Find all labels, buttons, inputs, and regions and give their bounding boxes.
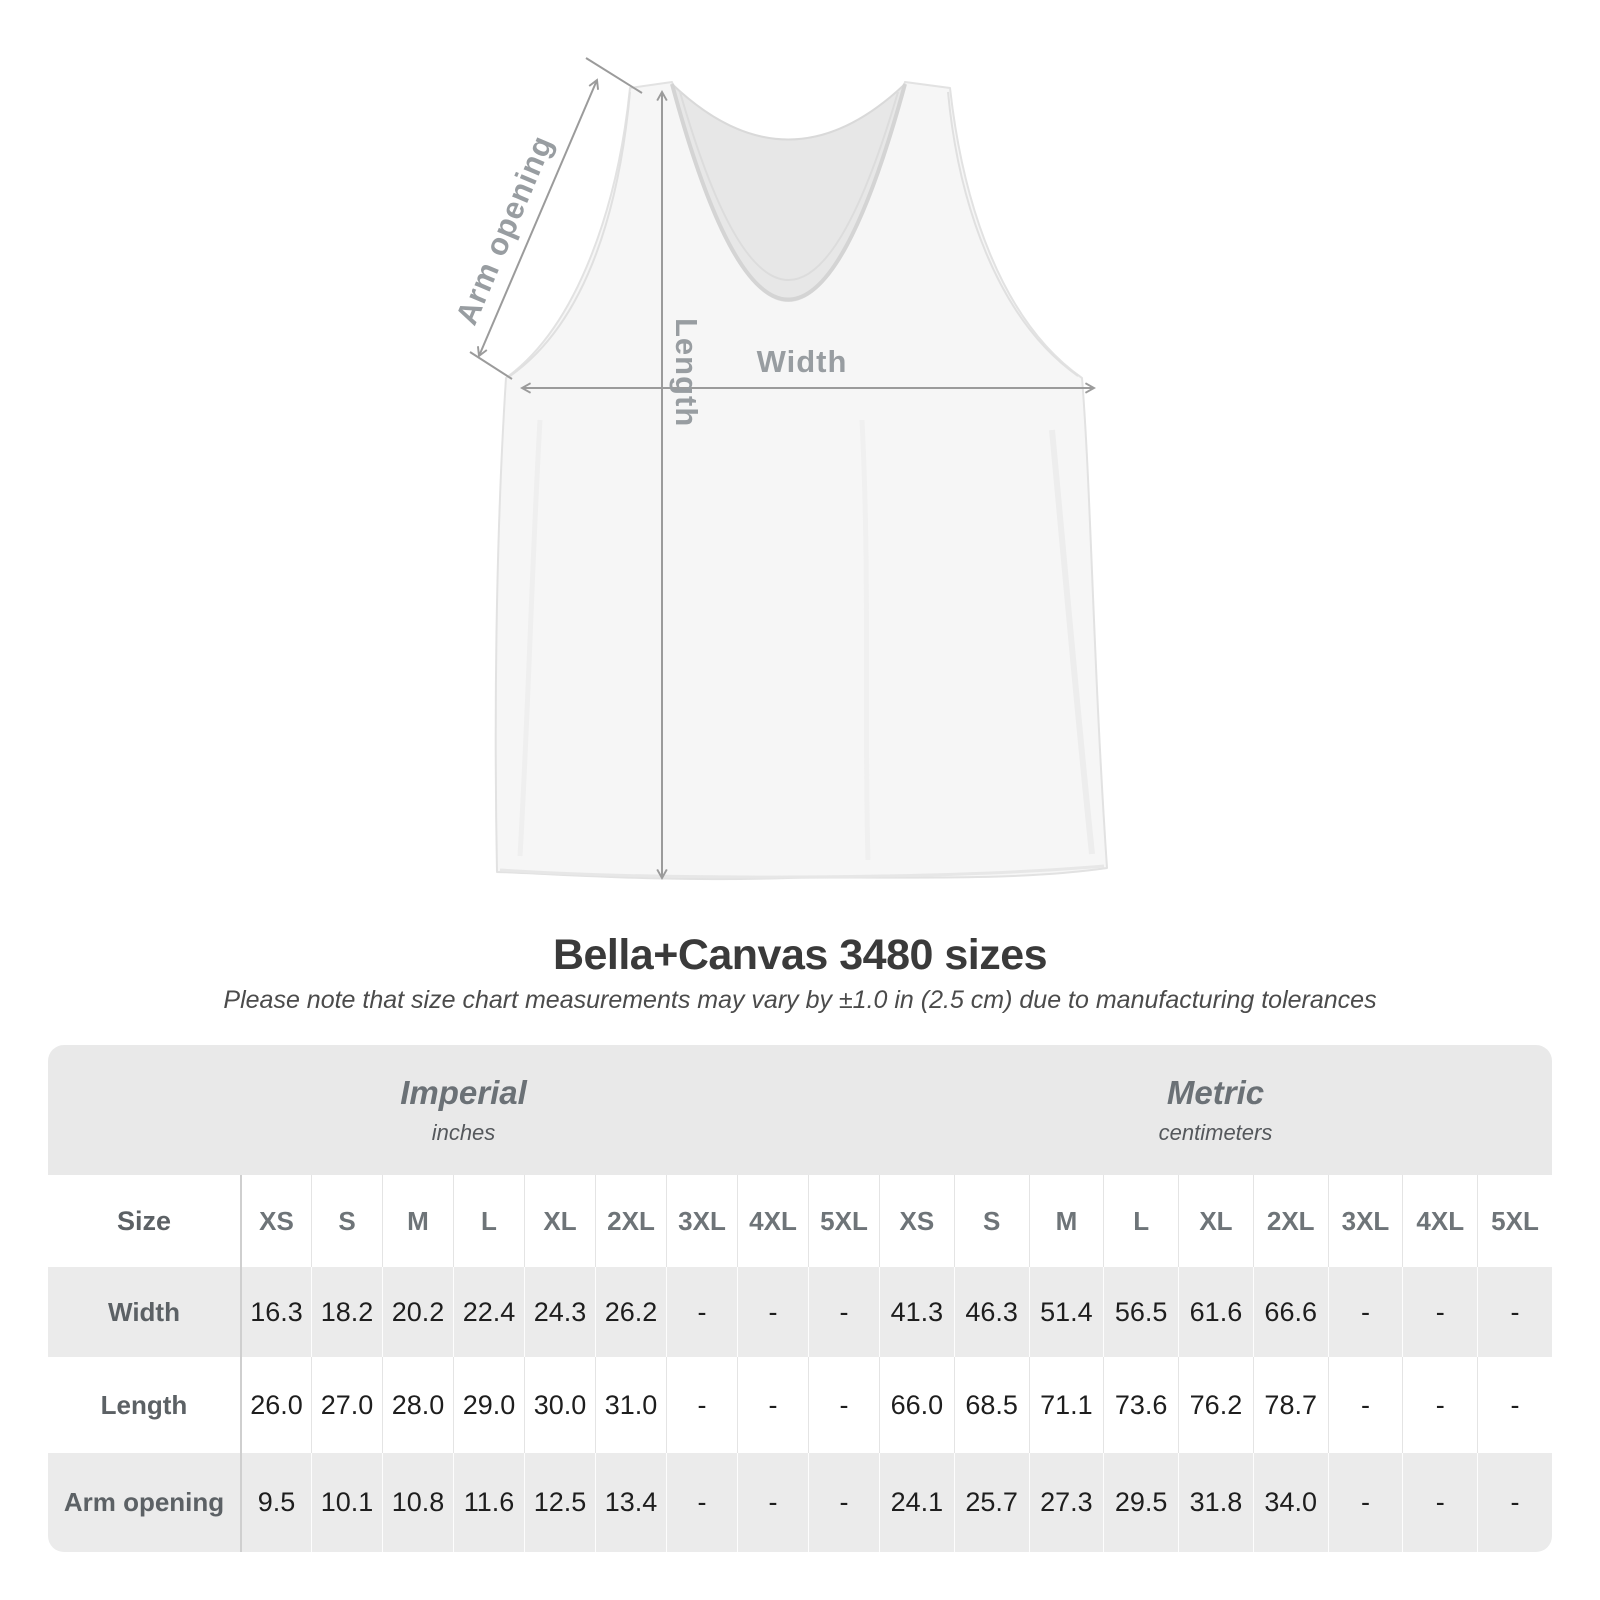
size-header-metric-xs: XS <box>879 1175 954 1267</box>
table-row <box>48 1453 1552 1552</box>
size-header-imperial-xs: XS <box>240 1175 311 1267</box>
size-header-metric-5xl: 5XL <box>1477 1175 1552 1267</box>
measurement-value-cell: 29.5 <box>1103 1453 1178 1552</box>
imperial-title: Imperial <box>400 1074 527 1111</box>
measurement-value-cell: - <box>808 1453 879 1552</box>
unit-section-metric <box>879 1045 1552 1175</box>
measurement-value-cell: - <box>1328 1357 1403 1453</box>
size-header-metric-l: L <box>1103 1175 1178 1267</box>
unit-band <box>48 1045 1552 1175</box>
measurement-value-cell: - <box>808 1267 879 1357</box>
measurement-value-cell: - <box>666 1453 737 1552</box>
measurement-value-cell: 78.7 <box>1253 1357 1328 1453</box>
metric-title: Metric <box>1166 1074 1265 1111</box>
measurement-row-label: Arm opening <box>63 1487 225 1517</box>
size-header-imperial-2xl: 2XL <box>595 1175 666 1267</box>
measurement-value-cell: 30.0 <box>524 1357 595 1453</box>
measurement-value-cell: - <box>737 1267 808 1357</box>
table-row <box>48 1267 1552 1357</box>
arm-opening-label: Arm opening <box>448 130 560 330</box>
measurement-value-cell: 22.4 <box>453 1267 524 1357</box>
measurement-value-cell: - <box>737 1453 808 1552</box>
tank-top-body <box>496 82 1107 879</box>
measurement-value-cell: 29.0 <box>453 1357 524 1453</box>
unit-section-imperial <box>48 1045 879 1175</box>
size-header-metric-2xl: 2XL <box>1253 1175 1328 1267</box>
size-table <box>48 1045 1552 1552</box>
table-header-row <box>48 1175 1552 1267</box>
measurement-value-cell: - <box>1477 1357 1552 1453</box>
measurement-value-cell: - <box>1402 1267 1477 1357</box>
measurement-value-cell: 24.3 <box>524 1267 595 1357</box>
measurement-value-cell: 13.4 <box>595 1453 666 1552</box>
measurement-value-cell: - <box>1328 1267 1403 1357</box>
measurement-value-cell: 68.5 <box>954 1357 1029 1453</box>
measurement-value-cell: - <box>1402 1453 1477 1552</box>
size-header-imperial-l: L <box>453 1175 524 1267</box>
measurement-row-label: Length <box>100 1389 188 1420</box>
size-header-metric-m: M <box>1029 1175 1104 1267</box>
imperial-unit: inches <box>431 1120 496 1145</box>
measurement-value-cell: 11.6 <box>453 1453 524 1552</box>
measurement-value-cell: 18.2 <box>311 1267 382 1357</box>
measurement-value-cell: 28.0 <box>382 1357 453 1453</box>
page-title: Bella+Canvas 3480 sizes <box>552 931 1048 979</box>
measurement-value-cell: 34.0 <box>1253 1453 1328 1552</box>
measurement-value-cell: 76.2 <box>1178 1357 1253 1453</box>
size-header-imperial-5xl: 5XL <box>808 1175 879 1267</box>
measurement-value-cell: - <box>737 1357 808 1453</box>
measurement-value-cell: - <box>1477 1267 1552 1357</box>
measurement-value-cell: 24.1 <box>879 1453 954 1552</box>
measurement-value-cell: 66.6 <box>1253 1267 1328 1357</box>
measurement-value-cell: 10.8 <box>382 1453 453 1552</box>
measurement-row-label: Width <box>108 1296 180 1327</box>
table-row <box>48 1357 1552 1453</box>
width-label: Width <box>756 344 848 379</box>
measurement-value-cell: 27.3 <box>1029 1453 1104 1552</box>
size-table-body <box>48 1175 1552 1552</box>
measurement-value-cell: 56.5 <box>1103 1267 1178 1357</box>
measurement-value-cell: 12.5 <box>524 1453 595 1552</box>
measurement-value-cell: 31.0 <box>595 1357 666 1453</box>
measurement-value-cell: 51.4 <box>1029 1267 1104 1357</box>
measurement-value-cell: - <box>666 1357 737 1453</box>
length-label: Length <box>669 318 704 428</box>
measurement-value-cell: 71.1 <box>1029 1357 1104 1453</box>
size-header-metric-xl: XL <box>1178 1175 1253 1267</box>
measurement-value-cell: 20.2 <box>382 1267 453 1357</box>
size-header-imperial-m: M <box>382 1175 453 1267</box>
size-header-metric-3xl: 3XL <box>1328 1175 1403 1267</box>
size-corner-label: Size <box>116 1205 172 1236</box>
measurement-value-cell: - <box>1328 1453 1403 1552</box>
size-header-imperial-s: S <box>311 1175 382 1267</box>
measurement-value-cell: 66.0 <box>879 1357 954 1453</box>
measurement-value-cell: 61.6 <box>1178 1267 1253 1357</box>
size-header-imperial-xl: XL <box>524 1175 595 1267</box>
measurement-value-cell: 27.0 <box>311 1357 382 1453</box>
measurement-value-cell: - <box>666 1267 737 1357</box>
measurement-value-cell: 41.3 <box>879 1267 954 1357</box>
measurement-value-cell: 73.6 <box>1103 1357 1178 1453</box>
measurement-value-cell: - <box>1402 1357 1477 1453</box>
size-header-imperial-3xl: 3XL <box>666 1175 737 1267</box>
measurement-value-cell: 31.8 <box>1178 1453 1253 1552</box>
measurement-value-cell: 46.3 <box>954 1267 1029 1357</box>
measurement-value-cell: 26.2 <box>595 1267 666 1357</box>
size-header-metric-s: S <box>954 1175 1029 1267</box>
measurement-value-cell: 25.7 <box>954 1453 1029 1552</box>
measurement-value-cell: 10.1 <box>311 1453 382 1552</box>
measurement-value-cell: - <box>1477 1453 1552 1552</box>
metric-unit: centimeters <box>1158 1120 1273 1145</box>
tolerance-note: Please note that size chart measurements may vary by ±1.0 in (2.5 cm) due to manufacturing tolerances <box>223 986 1377 1014</box>
measurement-value-cell: 16.3 <box>240 1267 311 1357</box>
measurement-value-cell: 26.0 <box>240 1357 311 1453</box>
size-header-metric-4xl: 4XL <box>1402 1175 1477 1267</box>
measurement-value-cell: 9.5 <box>240 1453 311 1552</box>
size-header-imperial-4xl: 4XL <box>737 1175 808 1267</box>
arm-opening-tick-bottom <box>470 352 512 379</box>
measurement-value-cell: - <box>808 1357 879 1453</box>
